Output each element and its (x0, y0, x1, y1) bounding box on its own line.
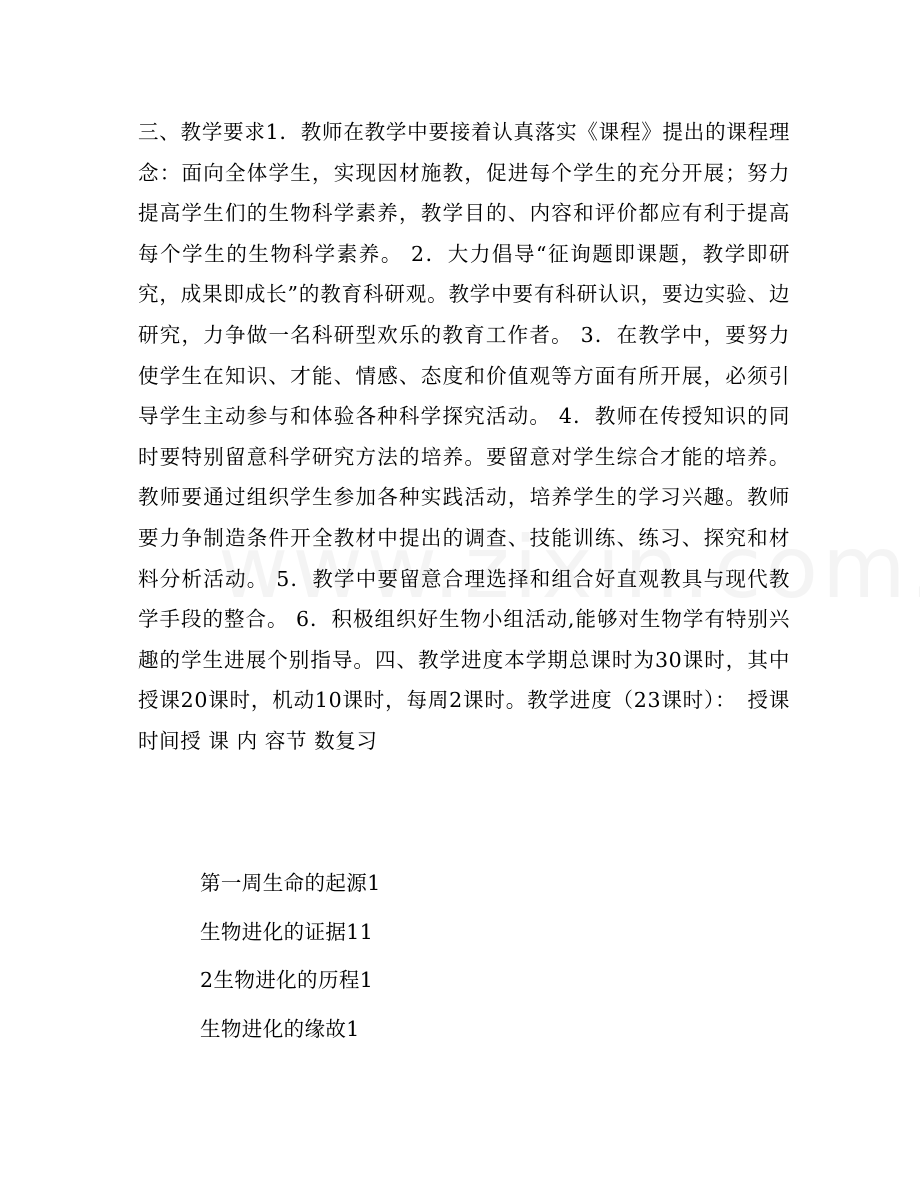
schedule-item: 第一周生命的起源1 (200, 871, 381, 895)
schedule-item: 生物进化的证据11 (200, 919, 374, 944)
schedule-item: 生物进化的缘故1 (200, 1016, 360, 1041)
schedule-item: 2生物进化的历程1 (200, 968, 374, 992)
body-paragraph: 三、教学要求1．教师在教学中要接着认真落实《课程》提出的课程理念：面向全体学生，实现因材施教，促进每个学生的充分开展；努力提高学生们的生物科学素养，教学目的、内容和评价都应有利于提高每个学生的生物科学素养。 2．大力倡导“征询题即课题，教学即研究，成果即成长”的教育科研观。教学中要有科研认识，要边实验、边研究，力争做一名科研型欢乐的教育工作者。 3．在教学中，要努力使学生在知识、才能、情感、态度和价值观等方面有所开展，必须引导学生主动参与和体验各种科学探究活动。 4．教师在传授知识的同时要特别留意科学研究方法的培养。要留意对学生综合才能的培养。教师要通过组织学生参加各种实践活动，培养学生的学习兴趣。教师要力争制造条件开全教材中提出的调查、技能训练、练习、探究和材料分析活动。 5．教学中要留意合理选择和组合好直观教具与现代教学手段的整合。 6．积极组织好生物小组活动,能够对生物学有特别兴趣的学生进展个别指导。四、教学进度本学期总课时为30课时，其中授课20课时，机动10课时，每周2课时。教学进度（23课时）： 授课时间授 课 内 容节 数复习 (138, 120, 790, 753)
schedule-list (200, 866, 760, 1060)
